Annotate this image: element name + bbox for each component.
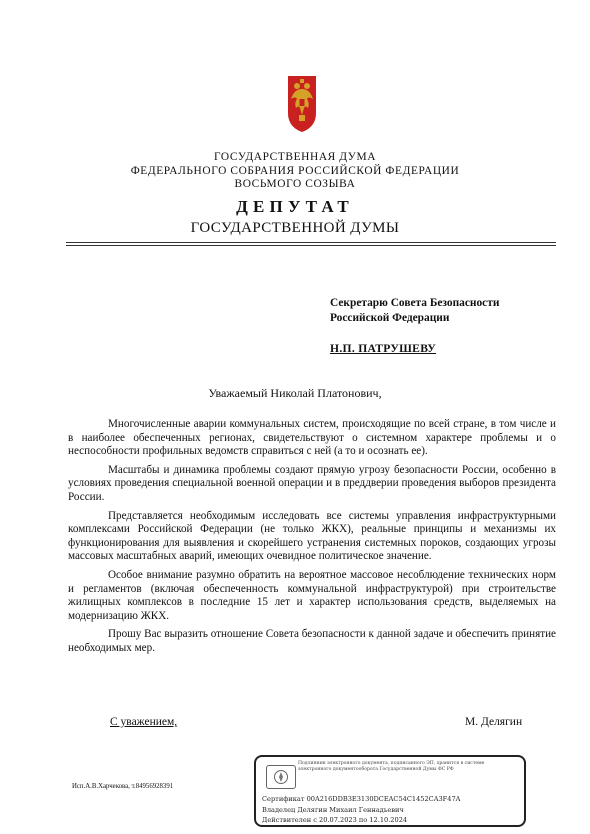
recipient-line-2: Российской Федерации bbox=[330, 312, 450, 324]
recipient-line-1: Секретарю Совета Безопасности bbox=[330, 297, 500, 309]
header-divider-bottom bbox=[66, 245, 556, 246]
signature-info: Подлинник электронного документа, подписанного ЭП, хранится в системе электронного документооборота Государственной Думы ФС РФ bbox=[298, 761, 485, 772]
signature-emblem-icon bbox=[266, 765, 296, 789]
paragraph: Представляется необходимым исследовать все системы управления инфраструктурными комплексами Российской Федерации (не только ЖКХ), реальные принципы и механизмы их функционирования для выявления и скорейшего устранения системных пороков, создающих угрозы массовых масштабных аварий, имеющих очевидное политическое значение. bbox=[68, 509, 556, 563]
signature-validity: Действителен с 20.07.2023 по 12.10.2024 bbox=[262, 816, 408, 824]
electronic-signature-box bbox=[254, 755, 526, 827]
paragraph: Прошу Вас выразить отношение Совета безопасности к данной задаче и обеспечить принятие необходимых мер. bbox=[68, 628, 556, 654]
paragraph: Многочисленные аварии коммунальных систем, происходящие по всей стране, в том числе и в наиболее обеспеченных регионах, свидетельствуют о системном характере проблемы и о неспособности профильных ведомств справиться с ней (а то и осознать ее). bbox=[68, 418, 556, 458]
greeting: Уважаемый Николай Платонович, bbox=[208, 386, 382, 400]
signatory-name: М. Делягин bbox=[465, 716, 523, 728]
executor-contact: Исп.А.В.Харчекова, т.84956928391 bbox=[72, 783, 174, 790]
signature-certificate: Сертификат 00A216DDB3E3130DCEAC54C1452CA3F47A bbox=[262, 795, 461, 803]
header-divider-top bbox=[66, 242, 556, 243]
document-subtitle: ГОСУДАРСТВЕННОЙ ДУМЫ bbox=[190, 220, 400, 236]
closing-text: С уважением, bbox=[110, 716, 178, 728]
closing-salutation bbox=[110, 716, 177, 728]
header-line-3: ВОСЬМОГО СОЗЫВА bbox=[234, 178, 356, 190]
paragraph: Особое внимание разумно обратить на вероятное массовое несоблюдение технических норм и регламентов (включая обеспеченность коммунальной инфраструктурой) при строительстве жилищных комплексов в последние 15 лет и характер использования средств, выделяемых на модернизацию ЖКХ. bbox=[68, 568, 556, 622]
paragraph: Масштабы и динамика проблемы создают прямую угрозу безопасности России, особенно в условиях проведения специальной военной операции и в преддверии проведения выборов президента России. bbox=[68, 463, 556, 503]
signature-owner: Владелец Делягин Михаил Геннадьевич bbox=[262, 806, 404, 814]
document-title: ДЕПУТАТ bbox=[236, 197, 354, 216]
recipient-name: Н.П. ПАТРУШЕВУ bbox=[330, 342, 437, 355]
header-line-1: ГОСУДАРСТВЕННАЯ ДУМА bbox=[213, 151, 377, 163]
coat-of-arms-emblem bbox=[287, 75, 317, 133]
letter-body bbox=[68, 418, 556, 661]
header-line-2: ФЕДЕРАЛЬНОГО СОБРАНИЯ РОССИЙСКОЙ ФЕДЕРАЦИИ bbox=[130, 165, 460, 177]
